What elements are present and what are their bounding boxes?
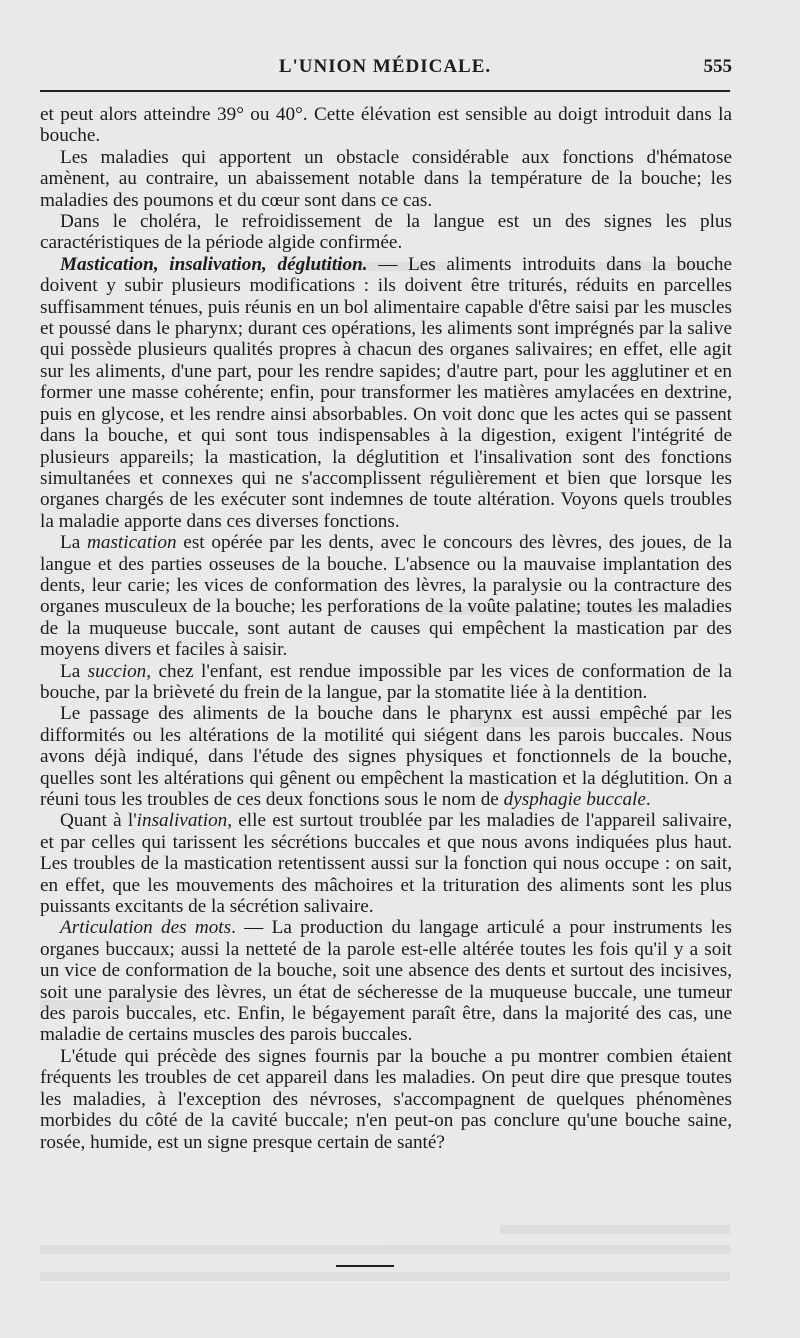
paragraph-cholera [40,211,732,254]
paragraph-succion [40,661,732,704]
text-run: La [60,532,87,554]
page-header [40,56,730,86]
section-heading: Mastication, insalivation, déglutition. [60,253,368,275]
text-run: — Les aliments introduits dans la bouche doivent y subir plusieurs modifications : ils doivent être triturés, réduits en parcelles suffisamment ténues, puis réunis en un bol alimentaire capable d'être saisi par les muscles et poussé dans le pharynx; durant ces opérations, les aliments sont imprégnés par la salive qui possède plusieurs qualités propres à chacun des organes salivaires; en effet, elle agit sur les aliments, d'une part, pour les rendre sapides; d'autre part, pour les agglutiner et en former une masse cohérente; enfin, pour transformer les matières amylacées en dextrine, puis en glycose, et les rendre ainsi absorbables. On voit donc que les actes qui se passent dans la bouche, et qui sont tous indispensables à la digestion, exigent l'intégrité de plusieurs appareils; la mastication, la déglutition et l'insalivation sont des fonctions simultanées et connexes qui ne s'accomplissent régulièrement et bien que lorsque les organes chargés de les exécuter sont indemnes de toute altération. Voyons quels troubles la maladie apporte dans ces diverses fonctions. [40,253,732,532]
text-run: est opérée par les dents, avec le concours des lèvres, des joues, de la langue et des parties osseuses de la bouche. L'absence ou la mauvaise implantation des dents, leur carie; les vices de conformation des lèvres, la paralysie ou la contracture des organes musculeux de la bouche; les perforations de la voûte palatine; toutes les maladies de la muqueuse buccale, sont autant de causes qui empêchent la mastication par des moyens divers et faciles à saisir. [40,532,732,661]
italic-term: dysphagie buccale [503,789,646,810]
running-title: L'UNION MÉDICALE. [278,56,492,77]
italic-term: Articulation des mots [60,917,232,939]
text-run: La [60,660,88,682]
text-run: . [645,789,651,810]
paragraph-temperature-continued [40,104,732,147]
body-text [40,104,732,1153]
text-run: , elle est surtout troublée par les maladies de l'appareil salivaire, et par celles qui tarissent les sécrétions buccales et que nous avons indiquées plus haut. Les troubles de la mastication retentissent aussi sur la fonction qui nous occupe : on sait, en effet, que les mouvements des mâchoires et la trituration des aliments sont les plus puissants excitants de la sécrétion salivaire. [40,810,732,918]
italic-term: insalivation [136,810,228,832]
header-rule [40,90,730,92]
text-run: Dans le choléra, le refroidissement de la langue est un des signes les plus caractéristiques de la période algide confirmée. [40,211,732,254]
text-run: . — La production du langage articulé a pour instruments les organes buccaux; aussi la netteté de la parole est-elle altérée toutes les fois qu'il y a soit un vice de conformation de la bouche, soit une absence des dents et surtout des incisives, soit une paralysie des lèvres, un état de sécheresse de la muqueuse buccale, une tumeur des parois buccales, etc. Enfin, le bégayement paraît être, dans la majorité des cas, une maladie de certains muscles des parois buccales. [40,917,733,1046]
text-run: Quant à l' [60,810,137,832]
paragraph-passage [40,703,732,810]
paragraph-insalivation [40,810,732,917]
paragraph-mastication-section [40,254,732,532]
page-number: 555 [703,56,732,77]
text-run: Les maladies qui apportent un obstacle considérable aux fonctions d'hématose amènent, au contraire, un abaissement notable dans la température de la bouche; les maladies des poumons et du cœur sont dans ce cas. [40,146,732,211]
paragraph-conclusion [40,1046,732,1153]
text-run: Le passage des aliments de la bouche dans le pharynx est aussi empêché par les difformités ou les altérations de la motilité qui siégent dans les parois buccales. Nous avons déjà indiqué, dans l'étude des signes physiques et fonctionnels de la bouche, quelles sont les altérations qui gênent ou empêchent la mastication et la déglutition. On a réuni tous les troubles de ces deux fonctions sous le nom de [40,703,732,810]
paragraph-hematose [40,147,732,211]
paragraph-articulation-section [40,917,732,1045]
text-run: L'étude qui précède des signes fournis par la bouche a pu montrer combien étaient fréquents les troubles de cet appareil dans les maladies. On peut dire que presque toutes les maladies, à l'exception des névroses, s'accompagnent de quelques phénomènes morbides du côté de la cavité buccale; n'en peut-on pas conclure qu'une bouche saine, rosée, humide, est un signe presque certain de santé? [40,1045,732,1153]
italic-term: succion [87,660,147,682]
text-run: et peut alors atteindre 39° ou 40°. Cette élévation est sensible au doigt introduit dans la bouche. [40,104,732,147]
end-rule [336,1265,394,1267]
paragraph-mastication [40,532,732,660]
italic-term: mastication [87,532,177,554]
text-run: , chez l'enfant, est rendue impossible par les vices de conformation de la bouche, par la brièveté du frein de la langue, par la stomatite liée à la dentition. [40,660,732,703]
